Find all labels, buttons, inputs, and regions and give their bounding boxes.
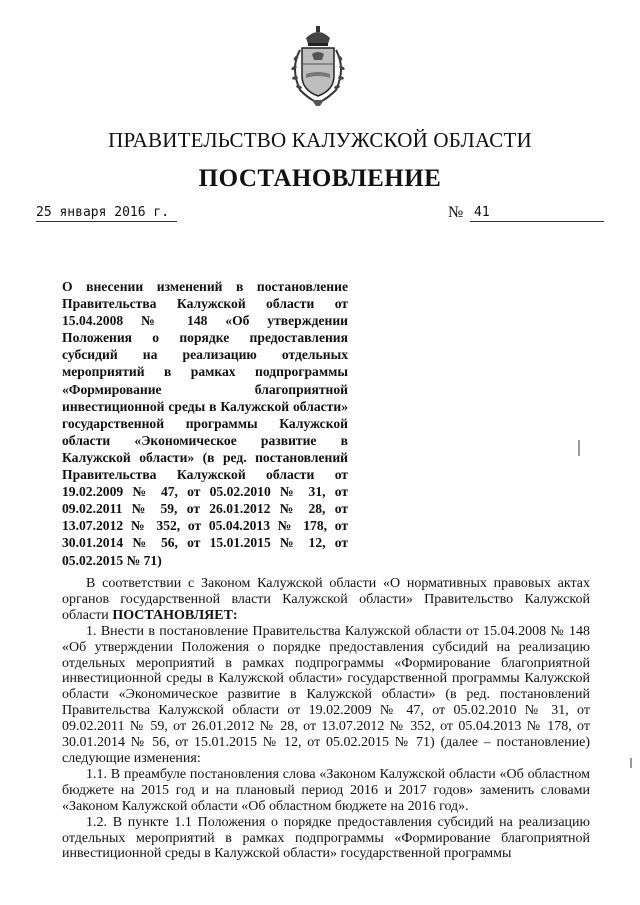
intro-paragraph — [62, 576, 590, 624]
item-1: 1. Внести в постановление Правительства Калужской области от 15.04.2008 № 148 «Об утверждении Положения о порядке предоставления субсидий на реализацию отдельных мероприятий в рамках подпрограммы «Формирование благоприятной инвестиционной среды в Калужской области» государственной программы Калужской области «Экономическое развитие в Калужской области» (в ред. постановлений Правительства Калужской области от 19.02.2009 № 47, от 05.02.2010 № 31, от 09.02.2011 № 59, от 26.01.2012 № 28, от 13.07.2012 № 352, от 05.04.2013 № 178, от 30.01.2014 № 56, от 15.01.2015 № 12, от 05.02.2015 № 71) (далее – постановление) следующие изменения: — [62, 623, 590, 766]
intro-emphasis: ПОСТАНОВЛЯЕТ: — [112, 607, 238, 623]
scan-edge-mark — [630, 758, 632, 768]
intro-text: В соответствии с Законом Калужской области «О нормативных правовых актах органов государственной власти Калужской области» Правительство Калужской области — [62, 576, 590, 623]
item-1-2: 1.2. В пункте 1.1 Положения о порядке предоставления субсидий на реализацию отдельных мероприятий в рамках подпрограммы «Формирование благоприятной инвестиционной среды в Калужской области» государственной программы — [62, 814, 590, 862]
scan-edge-mark — [578, 440, 580, 456]
document-body — [62, 576, 590, 862]
number-sign: № — [448, 204, 464, 221]
item-1-1: 1.1. В преамбуле постановления слова «Законом Калужской области «Об областном бюджете на 2015 год и на плановый период 2016 и 2017 годов» заменить словами «Законом Калужской области «Об областном бюджете на 2016 год». — [62, 766, 590, 814]
document-subject: О внесении изменений в постановление Правительства Калужской области от 15.04.2008 № 148 «Об утверждении Положения о порядке предоставления субсидий на реализацию отдельных мероприятий в рамках подпрограммы «Формирование благоприятной инвестиционной среды в Калужской области» государственной программы Калужской области «Экономическое развитие в Калужской области» (в ред. постановлений Правительства Калужской области от 19.02.2009 № 47, от 05.02.2010 № 31, от 09.02.2011 № 59, от 26.01.2012 № 28, от 13.07.2012 № 352, от 05.04.2013 № 178, от 30.01.2014 № 56, от 15.01.2015 № 12, от 05.02.2015 № 71) — [62, 279, 348, 568]
document-number: 41 — [470, 205, 604, 222]
kaluga-coat-of-arms-icon — [286, 24, 350, 108]
government-title: ПРАВИТЕЛЬСТВО КАЛУЖСКОЙ ОБЛАСТИ — [108, 128, 532, 152]
document-type: ПОСТАНОВЛЕНИЕ — [198, 165, 442, 192]
document-date: 25 января 2016 г. — [36, 205, 177, 222]
